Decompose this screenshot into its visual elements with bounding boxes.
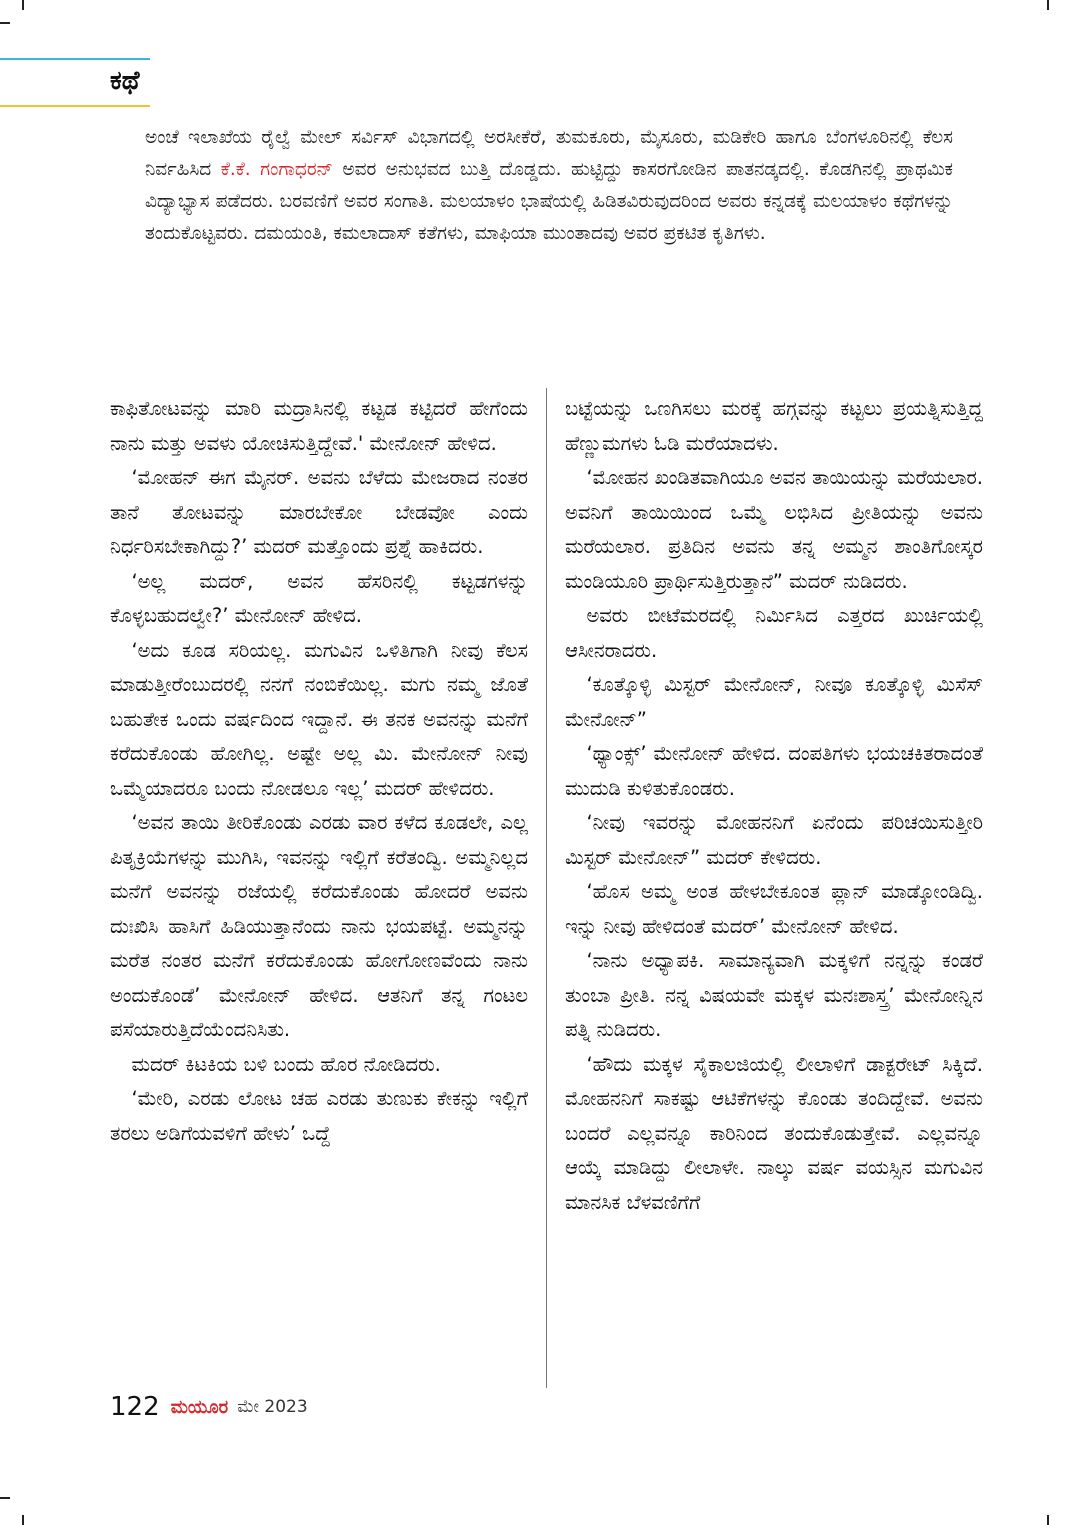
story-paragraph: ‘ಮೋಹನ್ ಈಗ ಮೈನರ್. ಅವನು ಬೆಳೆದು ಮೇಜರಾದ ನಂತರ ತಾನೆ ತೋಟವನ್ನು ಮಾರಬೇಕೋ ಬೇಡವೋ ಎಂದು ನಿರ್ಧರಿಸಬೇಕಾಗಿದ್ದು?’ ಮದರ್ ಮತ್ತೊಂದು ಪ್ರಶ್ನೆ ಹಾಕಿದರು. [110, 466, 528, 558]
header-rule-bottom [0, 105, 150, 107]
author-intro [145, 122, 953, 250]
story-paragraph: ‘ಹೌದು ಮಕ್ಕಳ ಸೈಕಾಲಜಿಯಲ್ಲಿ ಲೀಲಾಳಿಗೆ ಡಾಕ್ಟರೇಟ್ ಸಿಕ್ಕಿದೆ. ಮೋಹನನಿಗೆ ಸಾಕಷ್ಟು ಆಟಿಕೆಗಳನ್ನು ಕೊಂಡು ತಂದಿದ್ದೇವೆ. ಅವನು ಬಂದರೆ ಎಲ್ಲವನ್ನೂ ಕಾರಿನಿಂದ ತಂದುಕೊಡುತ್ತೇವೆ. ಎಲ್ಲವನ್ನೂ ಆಯ್ಕೆ ಮಾಡಿದ್ದು ಲೀಲಾಳೇ. ನಾಲ್ಕು ವರ್ಷ ವಯಸ್ಸಿನ ಮಗುವಿನ ಮಾನಸಿಕ ಬೆಳವಣಿಗೆಗೆ [565, 1052, 983, 1214]
page-footer [110, 1392, 308, 1432]
story-paragraph: ‘ಅವನ ತಾಯಿ ತೀರಿಕೊಂಡು ಎರಡು ವಾರ ಕಳೆದ ಕೂಡಲೇ, ಎಲ್ಲ ಪಿತೃಕ್ರಿಯೆಗಳನ್ನು ಮುಗಿಸಿ, ಇವನನ್ನು ಇಲ್ಲಿಗೆ ಕರೆತಂದ್ವಿ. ಅಮ್ಮನಿಲ್ಲದ ಮನೆಗೆ ಅವನನ್ನು ರಜೆಯಲ್ಲಿ ಕರೆದುಕೊಂಡು ಹೋದರೆ ಅವನು ದುಃಖಿಸಿ ಹಾಸಿಗೆ ಹಿಡಿಯುತ್ತಾನೆಂದು ನಾನು ಭಯಪಟ್ಟೆ. ಅಮ್ಮನನ್ನು ಮರೆತ ನಂತರ ಮನೆಗೆ ಕರೆದುಕೊಂಡು ಹೋಗೋಣವೆಂದು ನಾನು ಅಂದುಕೊಂಡೆ’ ಮೇನೋನ್ ಹೇಳಿದ. ಆತನಿಗೆ ತನ್ನ ಗಂಟಲ ಪಸೆಯಾರುತ್ತಿದೆಯೆಂದನಿಸಿತು. [110, 811, 528, 1041]
header-rule-top [0, 58, 150, 60]
author-name: ಕೆ.ಕೆ. ಗಂಗಾಧರನ್ [220, 159, 333, 180]
story-paragraph: ಅವರು ಬೀಟೆಮರದಲ್ಲಿ ನಿರ್ಮಿಸಿದ ಎತ್ತರದ ಖುರ್ಚಿಯಲ್ಲಿ ಆಸೀನರಾದರು. [565, 604, 983, 662]
intro-text-after: ಅವರ ಅನುಭವದ ಬುತ್ತಿ ದೊಡ್ಡದು. ಹುಟ್ಟಿದ್ದು ಕಾಸರಗೋಡಿನ ಪಾತನಡ್ಕದಲ್ಲಿ. ಕೊಡಗಿನಲ್ಲಿ ಪ್ರಾಥಮಿಕ ವಿದ್ಯಾಭ್ಯಾಸ ಪಡೆದರು. ಬರವಣಿಗೆ ಅವರ ಸಂಗಾತಿ. ಮಲಯಾಳಂ ಭಾಷೆಯಲ್ಲಿ ಹಿಡಿತವಿರುವುದರಿಂದ ಅವರು ಕನ್ನಡಕ್ಕೆ ಮಲಯಾಳಂ ಕಥೆಗಳನ್ನು ತಂದುಕೊಟ್ಟವರು. ದಮಯಂತಿ, ಕಮಲಾದಾಸ್ ಕತೆಗಳು, ಮಾಫಿಯಾ ಮುಂತಾದವು ಅವರ ಪ್ರಕಟಿತ ಕೃತಿಗಳು. [145, 159, 953, 244]
story-paragraph: ‘ಥ್ಯಾಂಕ್ಸ್’ ಮೇನೋನ್ ಹೇಳಿದ. ದಂಪತಿಗಳು ಭಯಚಕಿತರಾದಂತೆ ಮುದುಡಿ ಕುಳಿತುಕೊಂಡರು. [565, 742, 983, 800]
story-paragraph: ‘ಅದು ಕೂಡ ಸರಿಯಲ್ಲ. ಮಗುವಿನ ಒಳಿತಿಗಾಗಿ ನೀವು ಕೆಲಸ ಮಾಡುತ್ತೀರೆಂಬುದರಲ್ಲಿ ನನಗೆ ನಂಬಿಕೆಯಿಲ್ಲ. ಮಗು ನಮ್ಮ ಜೊತೆ ಬಹುತೇಕ ಒಂದು ವರ್ಷದಿಂದ ಇದ್ದಾನೆ. ಈ ತನಕ ಅವನನ್ನು ಮನೆಗೆ ಕರೆದುಕೊಂಡು ಹೋಗಿಲ್ಲ. ಅಷ್ಟೇ ಅಲ್ಲ ಮಿ. ಮೇನೋನ್ ನೀವು ಒಮ್ಮೆಯಾದರೂ ಬಂದು ನೋಡಲೂ ಇಲ್ಲ’ ಮದರ್ ಹೇಳಿದರು. [110, 638, 528, 800]
story-paragraph: ‘ಮೇರಿ, ಎರಡು ಲೋಟ ಚಹ ಎರಡು ತುಣುಕು ಕೇಕನ್ನು ಇಲ್ಲಿಗೆ ತರಲು ಅಡಿಗೆಯವಳಿಗೆ ಹೇಳು’ ಒದ್ದೆ [110, 1087, 528, 1145]
story-paragraph: ‘ಹೊಸ ಅಮ್ಮ ಅಂತ ಹೇಳಬೇಕೂಂತ ಪ್ಲಾನ್ ಮಾಡ್ಕೋಂಡಿದ್ವಿ. ಇನ್ನು ನೀವು ಹೇಳಿದಂತೆ ಮದರ್’ ಮೇನೋನ್ ಹೇಳಿದ. [565, 880, 983, 938]
story-paragraph: ಕಾಫಿತೋಟವನ್ನು ಮಾರಿ ಮದ್ರಾಸಿನಲ್ಲಿ ಕಟ್ಟಡ ಕಟ್ಟಿದರೆ ಹೇಗೆಂದು ನಾನು ಮತ್ತು ಅವಳು ಯೋಚಿಸುತ್ತಿದ್ದೇವೆ.' ಮೇನೋನ್ ಹೇಳಿದ. [110, 397, 528, 455]
crop-mark [0, 22, 10, 24]
story-paragraph: ಮದರ್ ಕಿಟಕಿಯ ಬಳಿ ಬಂದು ಹೊರ ನೋಡಿದರು. [131, 1052, 441, 1076]
section-header [0, 58, 150, 108]
crop-mark [22, 0, 24, 10]
crop-mark [22, 1515, 24, 1525]
issue-date: ಮೇ 2023 [237, 1397, 308, 1417]
crop-mark [1047, 1515, 1049, 1525]
story-column-left [110, 392, 528, 1392]
section-label: ಕಥೆ [110, 66, 140, 96]
column-divider [546, 388, 547, 1388]
story-paragraph: ‘ಅಲ್ಲ ಮದರ್, ಅವನ ಹೆಸರಿನಲ್ಲಿ ಕಟ್ಟಡಗಳನ್ನು ಕೊಳ್ಳಬಹುದಲ್ವೇ?’ ಮೇನೋನ್ ಹೇಳಿದ. [110, 569, 528, 627]
story-column-right [565, 392, 983, 1392]
crop-mark [0, 1497, 10, 1499]
intro-text-before: ಅಂಚೆ ಇಲಾಖೆಯ ರೈಲ್ವೆ ಮೇಲ್ ಸರ್ವಿಸ್ ವಿಭಾಗದಲ್ಲಿ ಅರಸೀಕೆರೆ, ತುಮಕೂರು, ಮೈಸೂರು, ಮಡಿಕೇರಿ ಹಾಗೂ ಬೆಂಗಳೂರಿನಲ್ಲಿ ಕೆಲಸ ನಿರ್ವಹಿಸಿದ [145, 127, 953, 180]
story-paragraph: ‘ಮೋಹನ ಖಂಡಿತವಾಗಿಯೂ ಅವನ ತಾಯಿಯನ್ನು ಮರೆಯಲಾರ. ಅವನಿಗೆ ತಾಯಿಯಿಂದ ಒಮ್ಮೆ ಲಭಿಸಿದ ಪ್ರೀತಿಯನ್ನು ಅವನು ಮರೆಯಲಾರ. ಪ್ರತಿದಿನ ಅವನು ತನ್ನ ಅಮ್ಮನ ಶಾಂತಿಗೋಸ್ಕರ ಮಂಡಿಯೂರಿ ಪ್ರಾರ್ಥಿಸುತ್ತಿರುತ್ತಾನೆ” ಮದರ್ ನುಡಿದರು. [565, 466, 983, 593]
crop-mark [1047, 0, 1049, 10]
story-paragraph: ‘ನೀವು ಇವರನ್ನು ಮೋಹನನಿಗೆ ಏನೆಂದು ಪರಿಚಯಿಸುತ್ತೀರಿ ಮಿಸ್ಟರ್ ಮೇನೋನ್” ಮದರ್ ಕೇಳಿದರು. [565, 811, 983, 869]
story-paragraph: ‘ಕೂತ್ಕೊಳ್ಳಿ ಮಿಸ್ಟರ್ ಮೇನೋನ್, ನೀವೂ ಕೂತ್ಕೊಳ್ಳಿ ಮಿಸೆಸ್ ಮೇನೋನ್” [565, 673, 983, 731]
story-paragraph: ‘ನಾನು ಅಧ್ಯಾಪಕಿ. ಸಾಮಾನ್ಯವಾಗಿ ಮಕ್ಕಳಿಗೆ ನನ್ನನ್ನು ಕಂಡರೆ ತುಂಬಾ ಪ್ರೀತಿ. ನನ್ನ ವಿಷಯವೇ ಮಕ್ಕಳ ಮನಃಶಾಸ್ತ್ರ’ ಮೇನೋನ್ನಿನ ಪತ್ನಿ ನುಡಿದರು. [565, 949, 983, 1041]
magazine-logo: ಮಯೂರ [170, 1396, 229, 1418]
page-number: 122 [110, 1392, 160, 1422]
story-paragraph: ಬಟ್ಟೆಯನ್ನು ಒಣಗಿಸಲು ಮರಕ್ಕೆ ಹಗ್ಗವನ್ನು ಕಟ್ಟಲು ಪ್ರಯತ್ನಿಸುತ್ತಿದ್ದ ಹೆಣ್ಣುಮಗಳು ಓಡಿ ಮರೆಯಾದಳು. [565, 397, 983, 455]
